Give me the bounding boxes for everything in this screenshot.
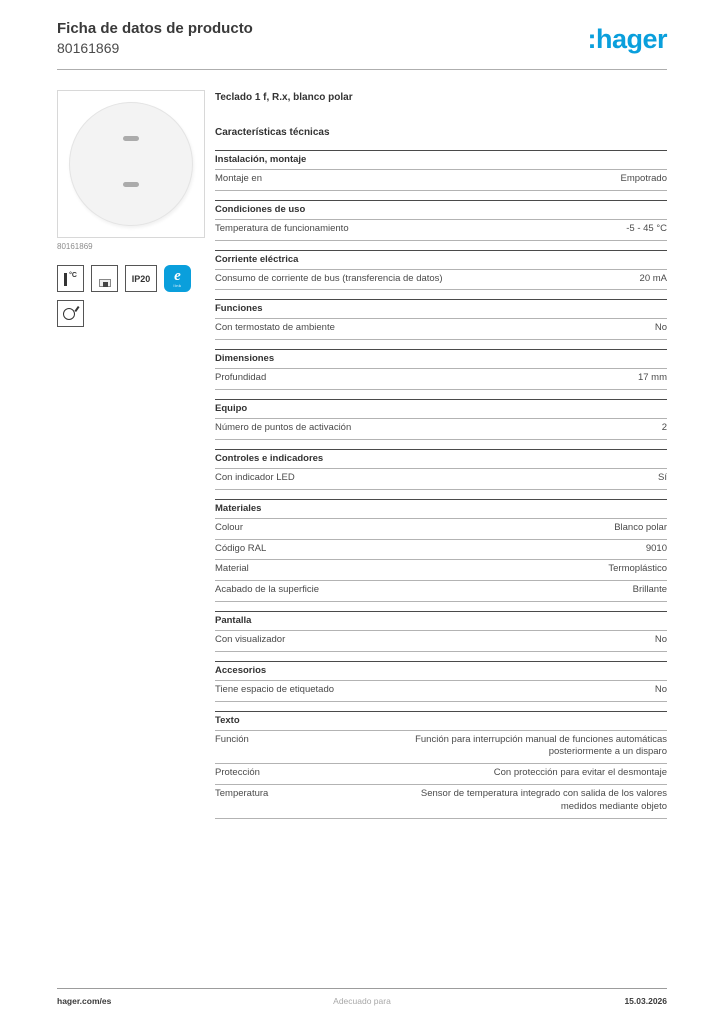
pushbutton-glyph bbox=[63, 306, 78, 321]
product-id: 80161869 bbox=[57, 40, 120, 56]
spec-row bbox=[215, 631, 667, 652]
product-name: Teclado 1 f, R.x, blanco polar bbox=[215, 92, 353, 103]
temperature-unit-label: °C bbox=[69, 271, 77, 279]
spec-row bbox=[215, 220, 667, 241]
product-image bbox=[57, 90, 205, 238]
spec-row bbox=[215, 419, 667, 440]
spec-row-label: Consumo de corriente de bus (transferencia de datos) bbox=[215, 272, 443, 284]
spec-section bbox=[215, 711, 667, 819]
spec-row-value: 17 mm bbox=[637, 372, 667, 384]
footer-website: hager.com/es bbox=[57, 996, 112, 1006]
flush-mount-icon bbox=[91, 265, 118, 292]
spec-section bbox=[215, 399, 667, 440]
tech-characteristics-title: Características técnicas bbox=[215, 127, 330, 138]
page-header bbox=[57, 20, 667, 56]
spec-section bbox=[215, 499, 667, 602]
spec-row-label: Montaje en bbox=[215, 173, 263, 184]
spec-section bbox=[215, 250, 667, 291]
spec-row bbox=[215, 560, 667, 581]
spec-section-title: Accesorios bbox=[215, 661, 667, 681]
pushbutton-circle bbox=[63, 308, 75, 320]
function-badges bbox=[57, 300, 205, 327]
spec-row-value: Sensor de temperatura integrado con salida de los valores medidos mediante objeto bbox=[420, 788, 667, 812]
spec-row bbox=[215, 785, 667, 819]
spec-row bbox=[215, 270, 667, 291]
spec-section-title: Equipo bbox=[215, 399, 667, 419]
spec-section-title: Texto bbox=[215, 711, 667, 731]
spec-row bbox=[215, 681, 667, 702]
spec-row-label: Temperatura bbox=[215, 788, 269, 799]
spec-row-value: Empotrado bbox=[620, 173, 667, 184]
spec-row bbox=[215, 540, 667, 561]
spec-row-label: Código RAL bbox=[215, 542, 267, 554]
spec-row bbox=[215, 581, 667, 602]
spec-row-value: No bbox=[654, 322, 667, 334]
hager-logo: :hager bbox=[587, 24, 667, 54]
spec-row-value: Blanco polar bbox=[614, 521, 667, 533]
ip-rating-label: IP20 bbox=[131, 273, 151, 284]
easy-link-icon bbox=[164, 265, 191, 292]
spec-row-label: Temperatura de funcionamiento bbox=[215, 222, 349, 234]
spec-section bbox=[215, 150, 667, 191]
spec-row-label: Número de puntos de activación bbox=[215, 422, 352, 434]
spec-section-title: Instalación, montaje bbox=[215, 150, 667, 170]
temperature-range-icon bbox=[57, 265, 84, 292]
ip-rating-badge bbox=[125, 265, 157, 292]
spec-row-label: Acabado de la superficie bbox=[215, 584, 320, 596]
spec-row bbox=[215, 170, 667, 191]
spec-row-value: No bbox=[654, 683, 667, 695]
spec-column bbox=[215, 92, 667, 819]
spec-section bbox=[215, 299, 667, 340]
spec-row-value: 2 bbox=[661, 422, 667, 434]
spec-row bbox=[215, 469, 667, 490]
spec-row-value: -5 - 45 °C bbox=[626, 222, 667, 234]
pushbutton-icon bbox=[57, 300, 84, 327]
spec-section-title: Corriente eléctrica bbox=[215, 250, 667, 270]
spec-row bbox=[215, 369, 667, 390]
pushbutton-tick bbox=[74, 306, 79, 312]
spec-section bbox=[215, 200, 667, 241]
spec-row-label: Con indicador LED bbox=[215, 471, 295, 483]
spec-row-label: Función bbox=[215, 733, 249, 745]
spec-section-title: Dimensiones bbox=[215, 349, 667, 369]
spec-section bbox=[215, 349, 667, 390]
footer-date: 15.03.2026 bbox=[624, 996, 667, 1006]
spec-row-value: Con protección para evitar el desmontaje bbox=[493, 767, 667, 779]
temperature-glyph bbox=[64, 272, 77, 286]
spec-row-label: Tiene espacio de etiquetado bbox=[215, 683, 335, 695]
spec-section-title: Funciones bbox=[215, 299, 667, 319]
spec-section-title: Controles e indicadores bbox=[215, 449, 667, 469]
spec-row-value: 9010 bbox=[645, 542, 667, 554]
thermometer-bar bbox=[64, 273, 67, 286]
keypad-button-top bbox=[123, 136, 139, 141]
flush-mount-device bbox=[103, 282, 108, 287]
spec-row-label: Protección bbox=[215, 767, 260, 779]
keypad-circle-graphic bbox=[69, 102, 193, 226]
spec-section-title: Pantalla bbox=[215, 611, 667, 631]
spec-section bbox=[215, 449, 667, 490]
certification-badges bbox=[57, 265, 205, 292]
spec-row-label: Profundidad bbox=[215, 372, 267, 384]
easy-letter: e bbox=[174, 268, 181, 284]
spec-row-label: Con visualizador bbox=[215, 633, 286, 645]
spec-row-value: Función para interrupción manual de funciones automáticas posteriormente a un disparo bbox=[415, 733, 667, 758]
spec-row-label: Con termostato de ambiente bbox=[215, 322, 335, 334]
spec-row bbox=[215, 731, 667, 765]
easy-sub-label: link bbox=[173, 283, 182, 288]
page-footer bbox=[57, 988, 667, 1006]
image-caption: 80161869 bbox=[57, 242, 93, 251]
product-media-column bbox=[57, 90, 205, 327]
spec-row-value: No bbox=[654, 633, 667, 645]
spec-sections bbox=[215, 150, 667, 819]
spec-section bbox=[215, 611, 667, 652]
spec-row bbox=[215, 519, 667, 540]
header-divider bbox=[57, 69, 667, 70]
spec-row-label: Material bbox=[215, 563, 249, 575]
spec-row-value: Sí bbox=[658, 471, 667, 483]
spec-row-value: Brillante bbox=[632, 584, 667, 596]
spec-row-value: Termoplástico bbox=[608, 563, 667, 575]
spec-section-title: Condiciones de uso bbox=[215, 200, 667, 220]
keypad-button-bottom bbox=[123, 182, 139, 187]
spec-row bbox=[215, 764, 667, 785]
spec-section bbox=[215, 661, 667, 702]
spec-section-title: Materiales bbox=[215, 499, 667, 519]
spec-row-value: 20 mA bbox=[639, 272, 667, 284]
spec-row bbox=[215, 319, 667, 340]
document-title: Ficha de datos de producto bbox=[57, 20, 253, 37]
footer-center-text: Adecuado para bbox=[333, 996, 391, 1006]
spec-row-label: Colour bbox=[215, 521, 243, 533]
